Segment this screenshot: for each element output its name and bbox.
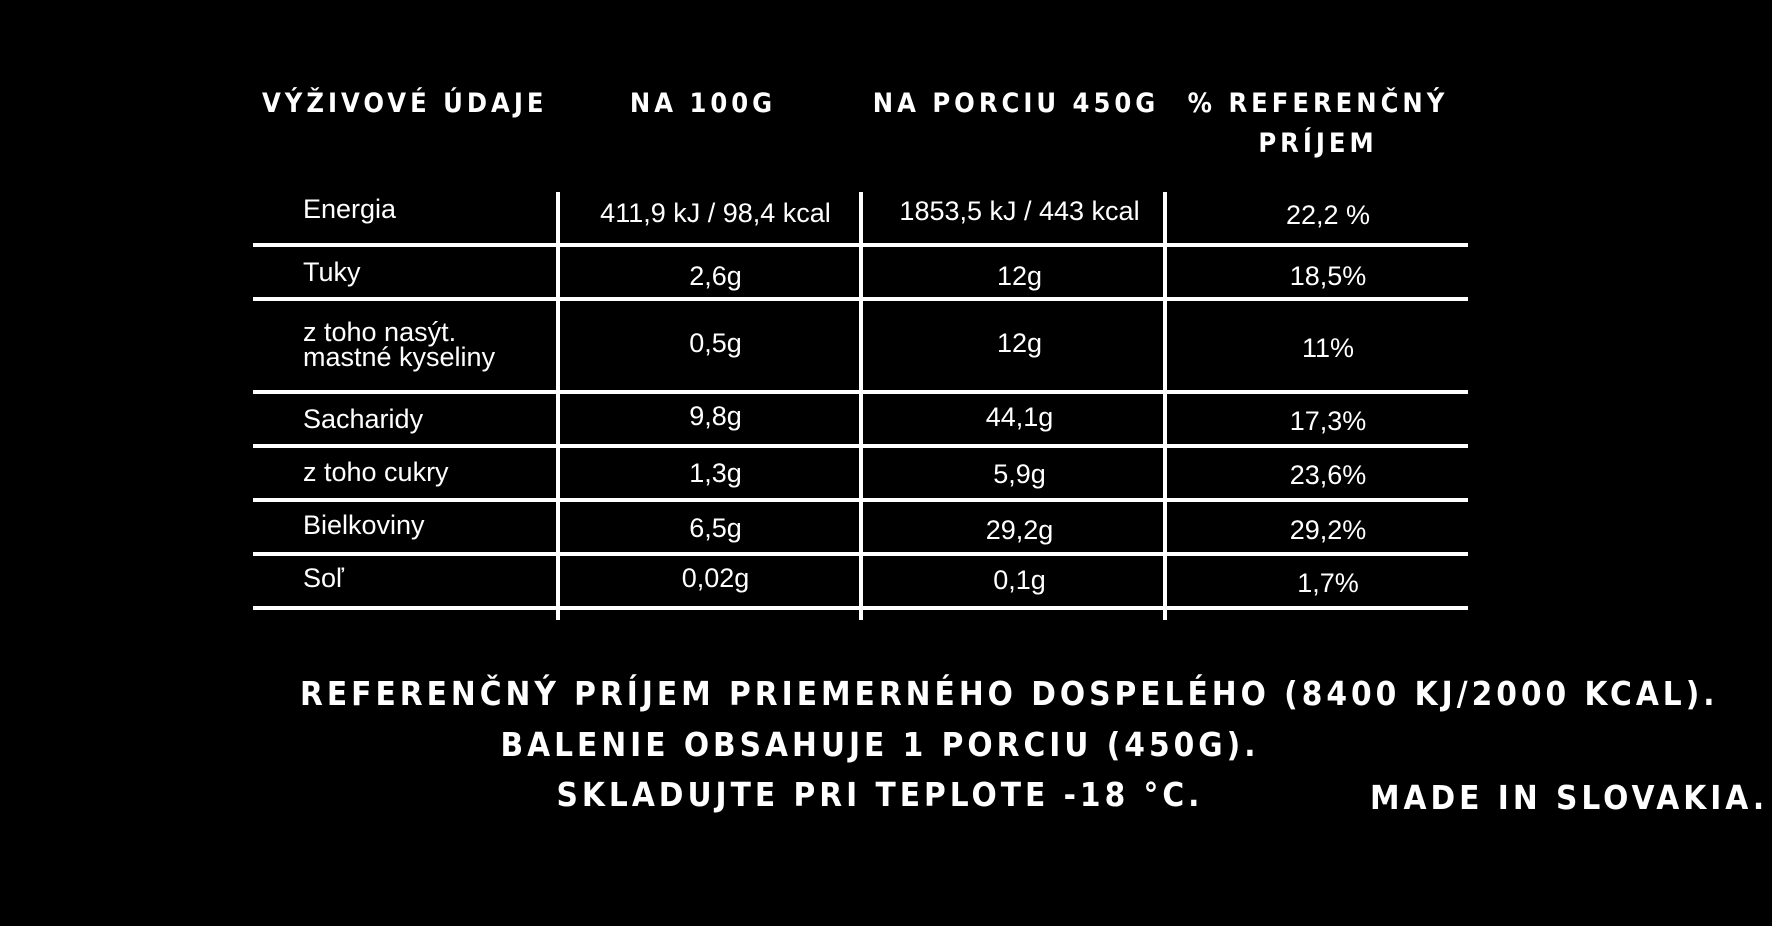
row-cukry-ri: 23,6% bbox=[1289, 460, 1367, 490]
row-saturated-per100: 0,5g bbox=[689, 328, 742, 358]
row-sacharidy-label: Sacharidy bbox=[303, 404, 424, 434]
header-nutrition-facts: VÝŽIVOVÉ ÚDAJE bbox=[262, 88, 548, 119]
row-sol-per100: 0,02g bbox=[681, 563, 750, 593]
row-bielkoviny-per-portion: 29,2g bbox=[985, 515, 1054, 545]
row-sol-per-portion: 0,1g bbox=[993, 565, 1046, 595]
row-energia-per-portion: 1853,5 kJ / 443 kcal bbox=[899, 196, 1140, 226]
row-energia-ri: 22,2 % bbox=[1285, 200, 1371, 230]
row-cukry-per100: 1,3g bbox=[689, 458, 742, 488]
row-sol-ri: 1,7% bbox=[1297, 568, 1359, 598]
row-sacharidy-per100: 9,8g bbox=[689, 401, 742, 431]
row-bielkoviny-ri: 29,2% bbox=[1289, 515, 1367, 545]
row-sacharidy-per-portion: 44,1g bbox=[985, 402, 1054, 432]
row-tuky-label: Tuky bbox=[303, 257, 361, 287]
row-tuky-per-portion: 12g bbox=[996, 261, 1043, 291]
row-saturated-per-portion: 12g bbox=[996, 328, 1043, 358]
row-saturated-label-line2: mastné kyseliny bbox=[303, 342, 496, 372]
row-tuky-ri: 18,5% bbox=[1289, 261, 1367, 291]
footer-reference-intake-note: REFERENČNÝ PRÍJEM PRIEMERNÉHO DOSPELÉHO (8400 KJ/2000 KCAL). bbox=[300, 674, 1719, 713]
header-reference-intake-line2: PRÍJEM bbox=[1258, 128, 1378, 159]
row-bielkoviny-label: Bielkoviny bbox=[303, 510, 425, 540]
header-per-100g: NA 100G bbox=[629, 88, 777, 119]
row-saturated-label-line1: z toho nasýt. bbox=[303, 317, 457, 347]
row-bielkoviny-per100: 6,5g bbox=[689, 513, 742, 543]
header-per-portion: NA PORCIU 450G bbox=[872, 88, 1160, 119]
row-cukry-label: z toho cukry bbox=[303, 457, 449, 487]
footer-package-note: BALENIE OBSAHUJE 1 PORCIU (450G). bbox=[500, 725, 1260, 764]
row-sol-label: Soľ bbox=[303, 563, 344, 593]
row-energia-label: Energia bbox=[303, 194, 397, 224]
row-saturated-ri: 11% bbox=[1301, 333, 1355, 363]
row-cukry-per-portion: 5,9g bbox=[993, 459, 1046, 489]
made-in-label: MADE IN SLOVAKIA. bbox=[1370, 778, 1769, 817]
row-energia-per100: 411,9 kJ / 98,4 kcal bbox=[600, 198, 831, 228]
row-tuky-per100: 2,6g bbox=[689, 261, 742, 291]
row-saturated-label bbox=[303, 317, 496, 372]
header-reference-intake-line1: % REFERENČNÝ bbox=[1187, 88, 1449, 119]
row-sacharidy-ri: 17,3% bbox=[1289, 406, 1367, 436]
footer-storage-note: SKLADUJTE PRI TEPLOTE -18 °C. bbox=[556, 775, 1204, 814]
